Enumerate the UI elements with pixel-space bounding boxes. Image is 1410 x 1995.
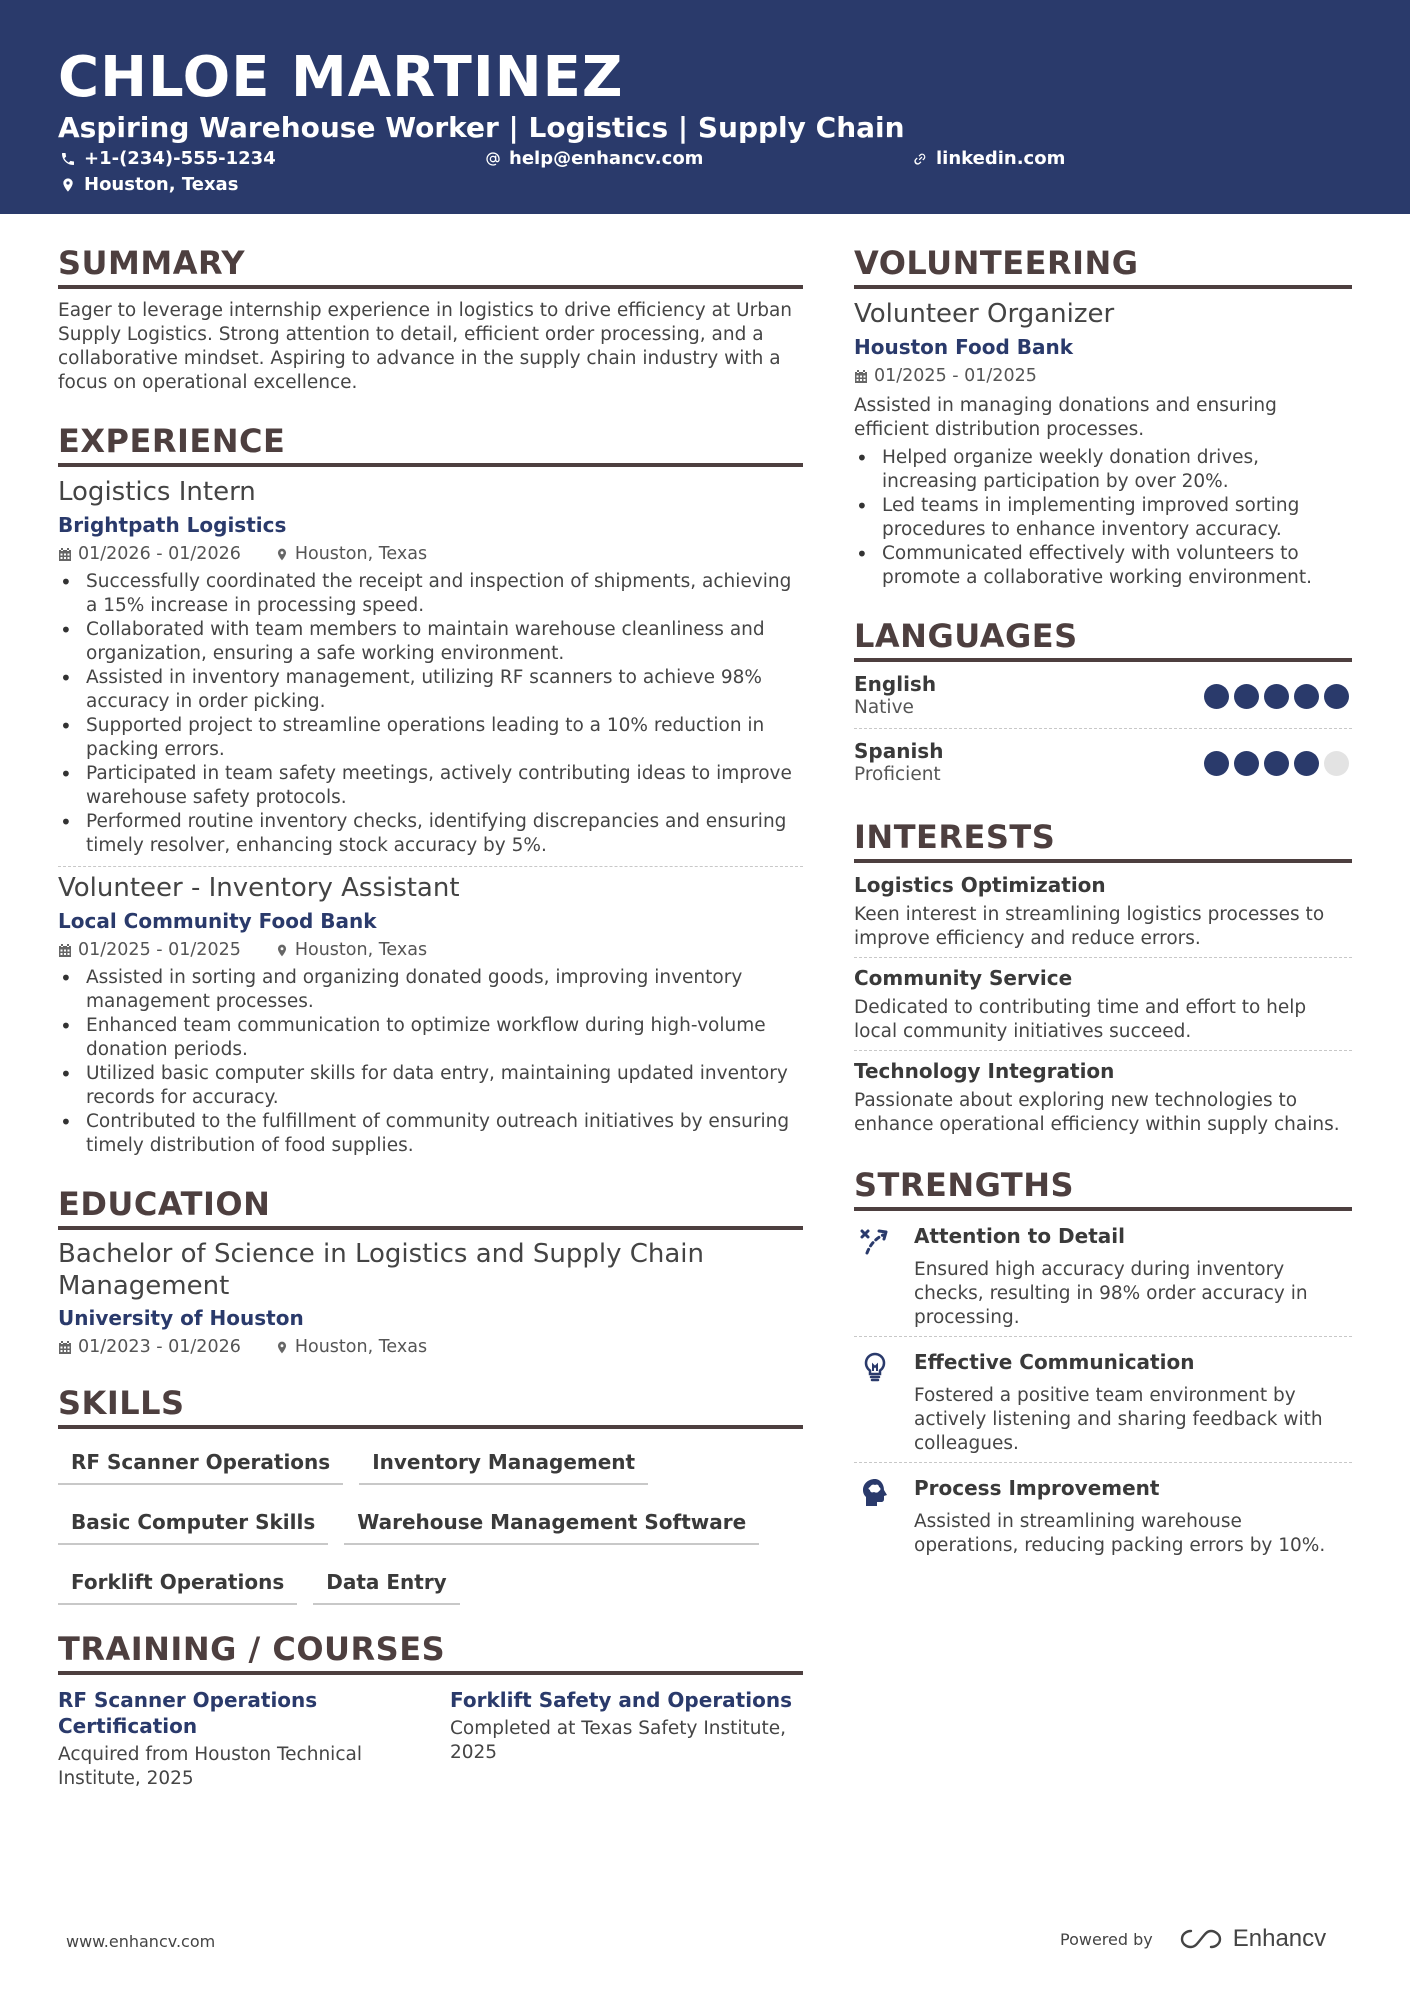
brand-name: Enhancv bbox=[1232, 1925, 1327, 1952]
experience-section bbox=[58, 421, 803, 1158]
calendar-icon bbox=[854, 369, 868, 384]
experience-item bbox=[58, 475, 803, 858]
rating-dot-filled bbox=[1234, 751, 1259, 776]
powered-by-label: Powered by bbox=[1060, 1929, 1153, 1949]
job-role: Logistics Intern bbox=[58, 477, 256, 507]
training-item-desc: Completed at Texas Safety Institute, 2025 bbox=[450, 1718, 787, 1763]
strengths-section bbox=[854, 1165, 1352, 1564]
experience-title: EXPERIENCE bbox=[58, 421, 803, 467]
interests-section bbox=[854, 817, 1352, 1143]
job-dates: 01/2025 - 01/2025 bbox=[78, 940, 241, 960]
training-section bbox=[58, 1629, 803, 1791]
school: University of Houston bbox=[58, 1306, 304, 1330]
list-item: • Assisted in inventory management, utilizing RF scanners to achieve 98% accuracy in order picking. bbox=[58, 666, 803, 714]
language-name: English bbox=[854, 672, 937, 696]
rating-dot-filled bbox=[1264, 684, 1289, 709]
contact-location bbox=[60, 174, 238, 196]
rating-dot-empty bbox=[1324, 751, 1349, 776]
job-dates: 01/2026 - 01/2026 bbox=[78, 544, 241, 564]
training-item bbox=[58, 1687, 410, 1791]
location-pin-icon bbox=[275, 1340, 289, 1355]
strategy-icon bbox=[854, 1223, 896, 1330]
volunteer-bullets bbox=[854, 446, 1352, 590]
lightbulb-icon bbox=[854, 1349, 896, 1456]
contact-website[interactable] bbox=[912, 148, 1065, 170]
interest-item bbox=[854, 1051, 1352, 1143]
location-pin-icon bbox=[60, 177, 76, 193]
calendar-icon bbox=[58, 547, 72, 562]
divider bbox=[58, 866, 803, 867]
languages-title: LANGUAGES bbox=[854, 616, 1352, 662]
at-icon bbox=[485, 151, 501, 167]
training-item-desc: Acquired from Houston Technical Institute, 2025 bbox=[58, 1744, 362, 1789]
job-meta bbox=[58, 938, 803, 962]
volunteering-title: VOLUNTEERING bbox=[854, 243, 1352, 289]
rating-dot-filled bbox=[1234, 684, 1259, 709]
list-item: • Collaborated with team members to maintain warehouse cleanliness and organization, ensuring a safe working environment. bbox=[58, 618, 803, 666]
contact-email[interactable] bbox=[485, 148, 703, 170]
experience-item bbox=[58, 871, 803, 1158]
list-item: • Led teams in implementing improved sorting procedures to enhance inventory accuracy. bbox=[854, 494, 1352, 542]
link-icon bbox=[912, 151, 928, 167]
footer-branding bbox=[1060, 1925, 1326, 1953]
language-rating bbox=[1204, 684, 1349, 709]
volunteer-org: Houston Food Bank bbox=[854, 335, 1074, 359]
phone-text: +1-(234)-555-1234 bbox=[84, 148, 276, 169]
lightbulb-icon-graphic bbox=[859, 1351, 891, 1383]
summary-section bbox=[58, 243, 803, 395]
resume-header bbox=[0, 0, 1410, 214]
volunteer-dates: 01/2025 - 01/2025 bbox=[874, 366, 1037, 386]
phone-icon bbox=[60, 151, 76, 167]
skills-list bbox=[58, 1443, 803, 1605]
skill-tag: Warehouse Management Software bbox=[344, 1503, 759, 1545]
volunteering-section bbox=[854, 243, 1352, 590]
volunteer-meta bbox=[854, 364, 1352, 388]
list-item: • Successfully coordinated the receipt and inspection of shipments, achieving a 15% increase in processing speed. bbox=[58, 570, 803, 618]
rating-dot-filled bbox=[1204, 684, 1229, 709]
strength-item bbox=[854, 1211, 1352, 1336]
language-level: Native bbox=[854, 697, 914, 718]
strength-desc: Assisted in streamlining warehouse operations, reducing packing errors by 10%. bbox=[914, 1511, 1326, 1556]
rating-dot-filled bbox=[1324, 684, 1349, 709]
job-location: Houston, Texas bbox=[294, 544, 428, 564]
brand-logo[interactable] bbox=[1179, 1925, 1326, 1953]
language-rating bbox=[1204, 751, 1349, 776]
education-section bbox=[58, 1184, 803, 1359]
training-item bbox=[450, 1687, 802, 1791]
interest-desc: Dedicated to contributing time and effort to help local community initiatives succeed. bbox=[854, 997, 1307, 1042]
list-item: • Supported project to streamline operations leading to a 10% reduction in packing errors. bbox=[58, 714, 803, 762]
list-item: • Participated in team safety meetings, actively contributing ideas to improve warehouse safety protocols. bbox=[58, 762, 803, 810]
job-bullets bbox=[58, 570, 803, 858]
rating-dot-filled bbox=[1204, 751, 1229, 776]
job-meta bbox=[58, 542, 803, 566]
head-brain-icon bbox=[854, 1475, 896, 1558]
education-title: EDUCATION bbox=[58, 1184, 803, 1230]
website-text: linkedin.com bbox=[936, 148, 1066, 169]
language-level: Proficient bbox=[854, 764, 941, 785]
strength-title: Process Improvement bbox=[914, 1476, 1160, 1500]
job-role: Volunteer - Inventory Assistant bbox=[58, 873, 460, 903]
volunteer-desc: Assisted in managing donations and ensuring efficient distribution processes. bbox=[854, 395, 1277, 440]
strength-desc: Ensured high accuracy during inventory checks, resulting in 98% order accuracy in processing. bbox=[914, 1259, 1308, 1328]
list-item: • Communicated effectively with volunteers to promote a collaborative working environment. bbox=[854, 542, 1352, 590]
footer-website[interactable]: www.enhancv.com bbox=[66, 1932, 216, 1951]
interest-desc: Keen interest in streamlining logistics processes to improve efficiency and reduce errors. bbox=[854, 904, 1325, 949]
list-item: • Assisted in sorting and organizing donated goods, improving inventory management processes. bbox=[58, 966, 803, 1014]
job-location: Houston, Texas bbox=[294, 940, 428, 960]
interest-desc: Passionate about exploring new technologies to enhance operational efficiency within supply chains. bbox=[854, 1090, 1340, 1135]
list-item: • Utilized basic computer skills for data entry, maintaining updated inventory records for accuracy. bbox=[58, 1062, 803, 1110]
training-title: TRAINING / COURSES bbox=[58, 1629, 803, 1675]
skill-tag: Forklift Operations bbox=[58, 1563, 297, 1605]
degree: Bachelor of Science in Logistics and Supply Chain Management bbox=[58, 1239, 705, 1301]
rating-dot-filled bbox=[1294, 684, 1319, 709]
skill-tag: Data Entry bbox=[313, 1563, 459, 1605]
skills-section bbox=[58, 1383, 803, 1605]
rating-dot-filled bbox=[1294, 751, 1319, 776]
summary-text: Eager to leverage internship experience in logistics to drive efficiency at Urban Supply Logistics. Strong attention to detail, efficient order processing, and a collaborative mindset. Aspiring to advance in the supply chain industry with a focus on operational excellence. bbox=[58, 300, 793, 393]
education-meta bbox=[58, 1335, 803, 1359]
location-pin-icon bbox=[275, 547, 289, 562]
contact-phone[interactable] bbox=[60, 148, 276, 170]
language-item bbox=[854, 729, 1352, 795]
candidate-headline: Aspiring Warehouse Worker | Logistics | Supply Chain bbox=[58, 111, 905, 144]
email-text: help@enhancv.com bbox=[509, 148, 704, 169]
skill-tag: RF Scanner Operations bbox=[58, 1443, 343, 1485]
calendar-icon bbox=[58, 943, 72, 958]
strength-item bbox=[854, 1463, 1352, 1564]
list-item: • Enhanced team communication to optimize workflow during high-volume donation periods. bbox=[58, 1014, 803, 1062]
summary-title: SUMMARY bbox=[58, 243, 803, 289]
location-text: Houston, Texas bbox=[84, 174, 239, 195]
list-item: • Contributed to the fulfillment of community outreach initiatives by ensuring timely distribution of food supplies. bbox=[58, 1110, 803, 1158]
language-name: Spanish bbox=[854, 739, 944, 763]
strength-item bbox=[854, 1337, 1352, 1462]
interest-item bbox=[854, 863, 1352, 957]
right-column bbox=[854, 243, 1352, 1564]
left-column bbox=[58, 243, 803, 1791]
training-list bbox=[58, 1687, 803, 1791]
strengths-title: STRENGTHS bbox=[854, 1165, 1352, 1211]
interest-title: Community Service bbox=[854, 966, 1073, 990]
interest-title: Logistics Optimization bbox=[854, 873, 1106, 897]
volunteer-role: Volunteer Organizer bbox=[854, 299, 1115, 329]
interests-title: INTERESTS bbox=[854, 817, 1352, 863]
education-location: Houston, Texas bbox=[294, 1337, 428, 1357]
job-company: Brightpath Logistics bbox=[58, 513, 287, 537]
enhancv-logo-icon bbox=[1179, 1927, 1225, 1951]
list-item: • Performed routine inventory checks, identifying discrepancies and ensuring timely resolver, enhancing stock accuracy by 5%. bbox=[58, 810, 803, 858]
list-item: • Helped organize weekly donation drives, increasing participation by over 20%. bbox=[854, 446, 1352, 494]
calendar-icon bbox=[58, 1340, 72, 1355]
head-brain-icon-graphic bbox=[859, 1477, 891, 1509]
skill-tag: Inventory Management bbox=[359, 1443, 648, 1485]
job-bullets bbox=[58, 966, 803, 1158]
languages-section bbox=[854, 616, 1352, 795]
language-item bbox=[854, 662, 1352, 728]
training-item-title: Forklift Safety and Operations bbox=[450, 1688, 792, 1712]
location-pin-icon bbox=[275, 943, 289, 958]
skill-tag: Basic Computer Skills bbox=[58, 1503, 328, 1545]
strength-title: Attention to Detail bbox=[914, 1224, 1125, 1248]
strategy-icon-graphic bbox=[859, 1225, 891, 1257]
rating-dot-filled bbox=[1264, 751, 1289, 776]
strength-desc: Fostered a positive team environment by actively listening and sharing feedback with colleagues. bbox=[914, 1385, 1323, 1454]
interest-title: Technology Integration bbox=[854, 1059, 1115, 1083]
candidate-name: CHLOE MARTINEZ bbox=[58, 45, 624, 110]
job-company: Local Community Food Bank bbox=[58, 909, 377, 933]
education-dates: 01/2023 - 01/2026 bbox=[78, 1337, 241, 1357]
interest-item bbox=[854, 958, 1352, 1050]
skills-title: SKILLS bbox=[58, 1383, 803, 1429]
strength-title: Effective Communication bbox=[914, 1350, 1195, 1374]
training-item-title: RF Scanner Operations Certification bbox=[58, 1688, 318, 1738]
